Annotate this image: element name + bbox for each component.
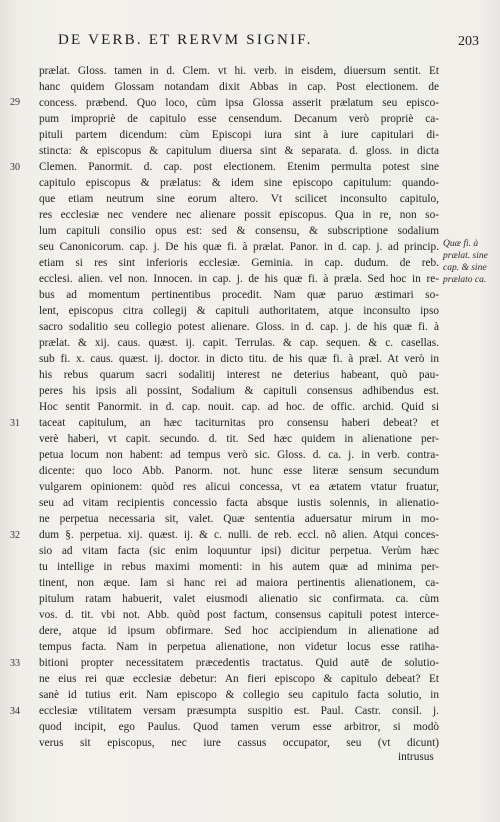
body-line: vos. d. tit. vbi not. Abb. quòd post factum, consensus capituli potest interce-: [39, 609, 439, 621]
body-line: tinent, non æque. Iam si hanc rei ad maiora pertinentis alienationem, ca-: [39, 577, 439, 589]
body-line: stincta: & episcopus & capitulum diuersa sint & separata. d. gloss. in dicta: [39, 145, 439, 157]
body-line: tempus facta. Nam in perpetua alienatione, non videtur locus esse ratiha-: [39, 641, 439, 653]
body-line: prælat. & xij. caus. quæst. ij. capit. Terrulas. & cap. sequen. & c. casellas.: [39, 337, 439, 349]
page-number: 203: [458, 34, 479, 49]
body-line: dum §. perpetua. xij. quæst. ij. & c. nulli. de reb. eccl. nõ alien. Atqui conces-: [39, 529, 439, 541]
body-line: que etiam neutrum sine eorum altero. Vt scilicet inconsulto capitulo,: [39, 193, 439, 205]
body-line: ne perpetua necessaria sit, valet. Quæ sententia aduersatur mirum in mo-: [39, 513, 439, 525]
body-line: res ecclesiæ nec vendere nec alienare possit episcopus. Qua in re, non so-: [39, 209, 439, 221]
body-line: seu Canonicorum. cap. j. De his quæ fi. à prælat. Panor. in d. cap. j. ad princip.: [39, 241, 439, 253]
body-line: pituli partem dicendum: cùm Episcopi iura sint à iure capitulari di-: [39, 129, 439, 141]
margin-note-line: cap. & sine: [443, 263, 487, 273]
body-line: hanc quidem Glossam notandam dixit Abbas in cap. Post electionem. de: [39, 81, 439, 93]
margin-note-line: Quæ fi. à: [443, 239, 479, 249]
body-line: capitulo episcopus & prælatus: & idem sine episcopo capitulum: quando-: [39, 177, 439, 189]
body-line: taceat capitulum, an hæc taciturnitas pro consensu haberi debeat? et: [39, 417, 439, 429]
body-line: verus sit episcopus, nec iure cassus occupator, seu (vt dicunt): [39, 737, 439, 749]
body-line: dere, atque id ipsum obfirmare. Sed hoc accipiendum in alienatione ad: [39, 625, 439, 637]
body-line: quod incipit, ego Paulus. Quod tamen verum esse arbitror, si modò: [39, 721, 439, 733]
body-line: bitioni propter necessitatem præcedentis tractatus. Quid autē de solutio-: [39, 657, 439, 669]
line-marker: 34: [10, 706, 20, 717]
line-marker: 29: [10, 97, 20, 108]
body-line: sub fi. x. caus. quæst. ij. doctor. in dicto titu. de his quæ fi. à præl. At verò in: [39, 353, 439, 365]
body-line: concess. præbend. Quo loco, cùm ipsa Glossa asserit prælatum seu episco-: [39, 97, 439, 109]
line-marker: 31: [10, 418, 20, 429]
body-line: bus ad momentum pertinentibus procedit. Nam quæ paruo æstimari so-: [39, 289, 439, 301]
body-line: ne eius rei quæ ecclesiæ debetur: An fieri episcopo & capitulo debeat? Et: [39, 673, 439, 685]
margin-note-line: prælato ca.: [443, 275, 487, 285]
body-line: pum impropriè de capitulo esse censendum. Decanum verò propriè ca-: [39, 113, 439, 125]
body-line: petua locum non habent: ad tempus verò sic. Gloss. d. ca. j. in verb. contra-: [39, 449, 439, 461]
body-line: dicente: quo loco Abb. Panorm. not. hunc esse literæ sensum secundum: [39, 465, 439, 477]
body-line: prælat. Gloss. tamen in d. Clem. vt hi. verb. in eisdem, diuersum sentit. Et: [39, 65, 439, 77]
line-marker: 33: [10, 658, 20, 669]
margin-note-line: prælat. sine: [443, 251, 488, 261]
body-line: etiam si res sint inferioris ecclesiæ. Geminia. in cap. dudum. de reb.: [39, 257, 439, 269]
body-line: Hoc sentit Panormit. in d. cap. nouit. cap. ad hoc. de offic. archid. Quid si: [39, 401, 439, 413]
body-line: his rebus quarum sacri sodalitij interest ne deterius habeant, quò pau-: [39, 369, 439, 381]
body-line: vulgarem opinionem: quòd res alicui concessa, vt ea ætatem vtatur fruatur,: [39, 481, 439, 493]
body-line: Clemen. Panormit. d. cap. post electionem. Etenim permulta potest sine: [39, 161, 439, 173]
catchword: intrusus: [398, 751, 434, 763]
body-line: seu ad vitam recipientis concessio facta absque iustis solennis, in alienatio-: [39, 497, 439, 509]
body-line: tu intellige in rebus maximi momenti: in his autem quæ ad minima per-: [39, 561, 439, 573]
body-line: ecclesi. alien. vel non. Innocen. in cap. j. de his quæ fi. à præla. Sed hoc in re-: [39, 273, 439, 285]
margin-note: [443, 238, 499, 286]
body-line: ecclesiæ vtilitatem versam præsumpta suspitio est. Paul. Castr. consil. j.: [39, 705, 439, 717]
body-line: peres his ipsis ali possint, Sodalium & capituli consensus adhibendus est.: [39, 385, 439, 397]
body-line: sacro sodalitio seu collegio potest alienare. Gloss. in d. cap. j. de his quæ fi. à: [39, 321, 439, 333]
line-marker: 32: [10, 530, 20, 541]
body-line: sio ad vitam facta (sic enim loquuntur ipsi) dicitur perpetua. Verùm hæc: [39, 545, 439, 557]
line-marker: 30: [10, 162, 20, 173]
body-line: verè haberi, vt capit. secundo. d. tit. Sed hæc quidem in alienatione per-: [39, 433, 439, 445]
body-line: sanè id tutius erit. Nam episcopo & collegio seu capitulo facta solutio, in: [39, 689, 439, 701]
running-head: DE VERB. ET RERVM SIGNIF.: [58, 32, 313, 48]
body-line: pitulum ratam habuerit, valet eiusmodi alienatio sic confirmata. ca. cùm: [39, 593, 439, 605]
body-line: lum capituli consilio opus est: sed & consensu, & subscriptione sodalium: [39, 225, 439, 237]
body-line: lent, episcopus citra collegij & capituli authoritatem, atque inconsulto ipso: [39, 305, 439, 317]
